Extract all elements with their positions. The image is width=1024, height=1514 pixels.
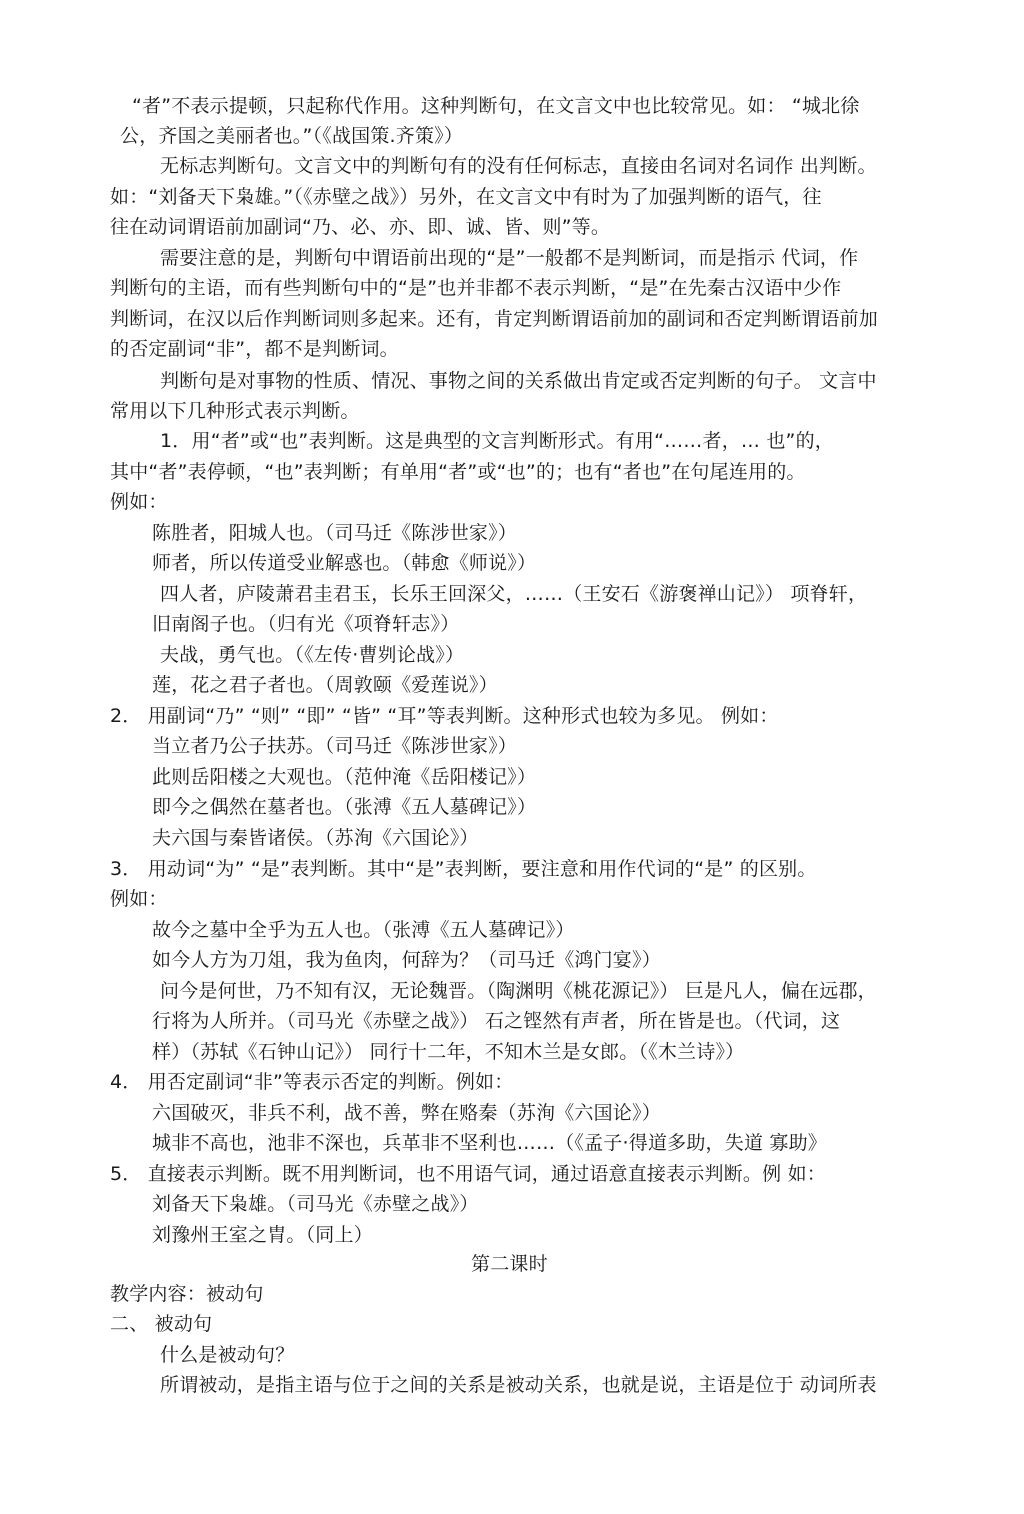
text-line: 二、 被动句 (110, 1313, 213, 1335)
text-line: 如今人方为刀俎，我为鱼肉，何辞为？（司马迁《鸿门宴》） (152, 949, 661, 971)
text-line: 样）（苏轼《石钟山记》） 同行十二年，不知木兰是女郎。（《木兰诗》） (152, 1041, 745, 1063)
text-line: 判断句是对事物的性质、情况、事物之间的关系做出肯定或否定判断的句子。 文言中 (160, 370, 877, 392)
text-line: 判断句的主语，而有些判断句中的“是”也并非都不表示判断，“是”在先秦古汉语中少作 (110, 277, 842, 299)
text-line: 例如： (110, 491, 168, 513)
text-line: 故今之墓中全乎为五人也。（张溥《五人墓碑记》） (152, 919, 575, 941)
text-line: 夫六国与秦皆诸侯。（苏洵《六国论》） (152, 827, 479, 849)
text-line: 刘备天下枭雄。（司马光《赤壁之战》） (152, 1193, 479, 1215)
text-line: 师者，所以传道受业解惑也。（韩愈《师说》） (152, 552, 537, 574)
text-line: 1．用“者”或“也”表判断。这是典型的文言判断形式。有用“……者，… 也”的， (160, 430, 834, 452)
text-line: 往在动词谓语前加副词“乃、必、亦、即、诚、皆、则”等。 (110, 216, 611, 238)
text-line: 夫战，勇气也。（《左传·曹刿论战》） (160, 644, 465, 666)
text-line: 问今是何世，乃不知有汉，无论魏晋。（陶渊明《桃花源记》） 巨是凡人，偏在远郡， (160, 980, 877, 1002)
text-line: “者”不表示提顿，只起称代作用。这种判断句，在文言文中也比较常见。如： “城北徐 (132, 95, 860, 117)
text-line: 当立者乃公子扶苏。（司马迁《陈涉世家》） (152, 735, 518, 757)
text-line: 教学内容：被动句 (110, 1283, 264, 1305)
text-line: 需要注意的是，判断句中谓语前出现的“是”一般都不是判断词，而是指示 代词，作 (160, 247, 859, 269)
text-line: 四人者，庐陵萧君圭君玉，长乐王回深父，……（王安石《游褒禅山记》） 项脊轩， (160, 583, 868, 605)
text-line: 其中“者”表停顿，“也”表判断；有单用“者”或“也”的；也有“者也”在句尾连用的。 (110, 461, 806, 483)
text-line: 例如： (110, 888, 168, 910)
section-title: 第二课时 (471, 1253, 548, 1275)
text-line: 城非不高也，池非不深也，兵革非不坚利也……（《孟子·得道多助，失道 寡助》 (152, 1132, 827, 1154)
text-line: 常用以下几种形式表示判断。 (110, 400, 360, 422)
text-line: 5． 直接表示判断。既不用判断词，也不用语气词，通过语意直接表示判断。例 如： (110, 1163, 826, 1185)
text-line: 2． 用副词“乃” “则” “即” “皆” “耳”等表判断。这种形式也较为多见。 例如： (110, 705, 779, 727)
text-line: 旧南阁子也。（归有光《项脊轩志》） (152, 613, 460, 635)
text-line: 3． 用动词“为” “是”表判断。其中“是”表判断，要注意和用作代词的“是” 的区别。 (110, 858, 817, 880)
text-line: 4． 用否定副词“非”等表示否定的判断。例如： (110, 1071, 514, 1093)
text-line: 公，齐国之美丽者也。”（《战国策.齐策》） (120, 125, 464, 147)
text-line: 陈胜者，阳城人也。（司马迁《陈涉世家》） (152, 522, 518, 544)
text-line: 莲，花之君子者也。（周敦颐《爱莲说》） (152, 674, 498, 696)
text-line: 此则岳阳楼之大观也。（范仲淹《岳阳楼记》） (152, 766, 537, 788)
text-line: 无标志判断句。文言文中的判断句有的没有任何标志，直接由名词对名词作 出判断。 (160, 155, 877, 177)
text-line: 如：“刘备天下枭雄。”（《赤壁之战》）另外，在文言文中有时为了加强判断的语气，往 (110, 186, 822, 208)
text-line: 刘豫州王室之胄。（同上） (152, 1224, 373, 1246)
text-line: 的否定副词“非”，都不是判断词。 (110, 338, 399, 360)
text-line: 什么是被动句？ (160, 1344, 295, 1366)
text-line: 所谓被动，是指主语与位于之间的关系是被动关系，也就是说，主语是位于 动词所表 (160, 1374, 877, 1396)
text-line: 六国破灭，非兵不利，战不善，弊在赂秦（苏洵《六国论》） (152, 1102, 661, 1124)
text-line: 即今之偶然在墓者也。（张溥《五人墓碑记》） (152, 796, 537, 818)
text-line: 行将为人所并。（司马光《赤壁之战》） 石之铿然有声者，所在皆是也。（代词，这 (152, 1010, 841, 1032)
text-line: 判断词，在汉以后作判断词则多起来。还有，肯定判断谓语前加的副词和否定判断谓语前加 (110, 308, 879, 330)
